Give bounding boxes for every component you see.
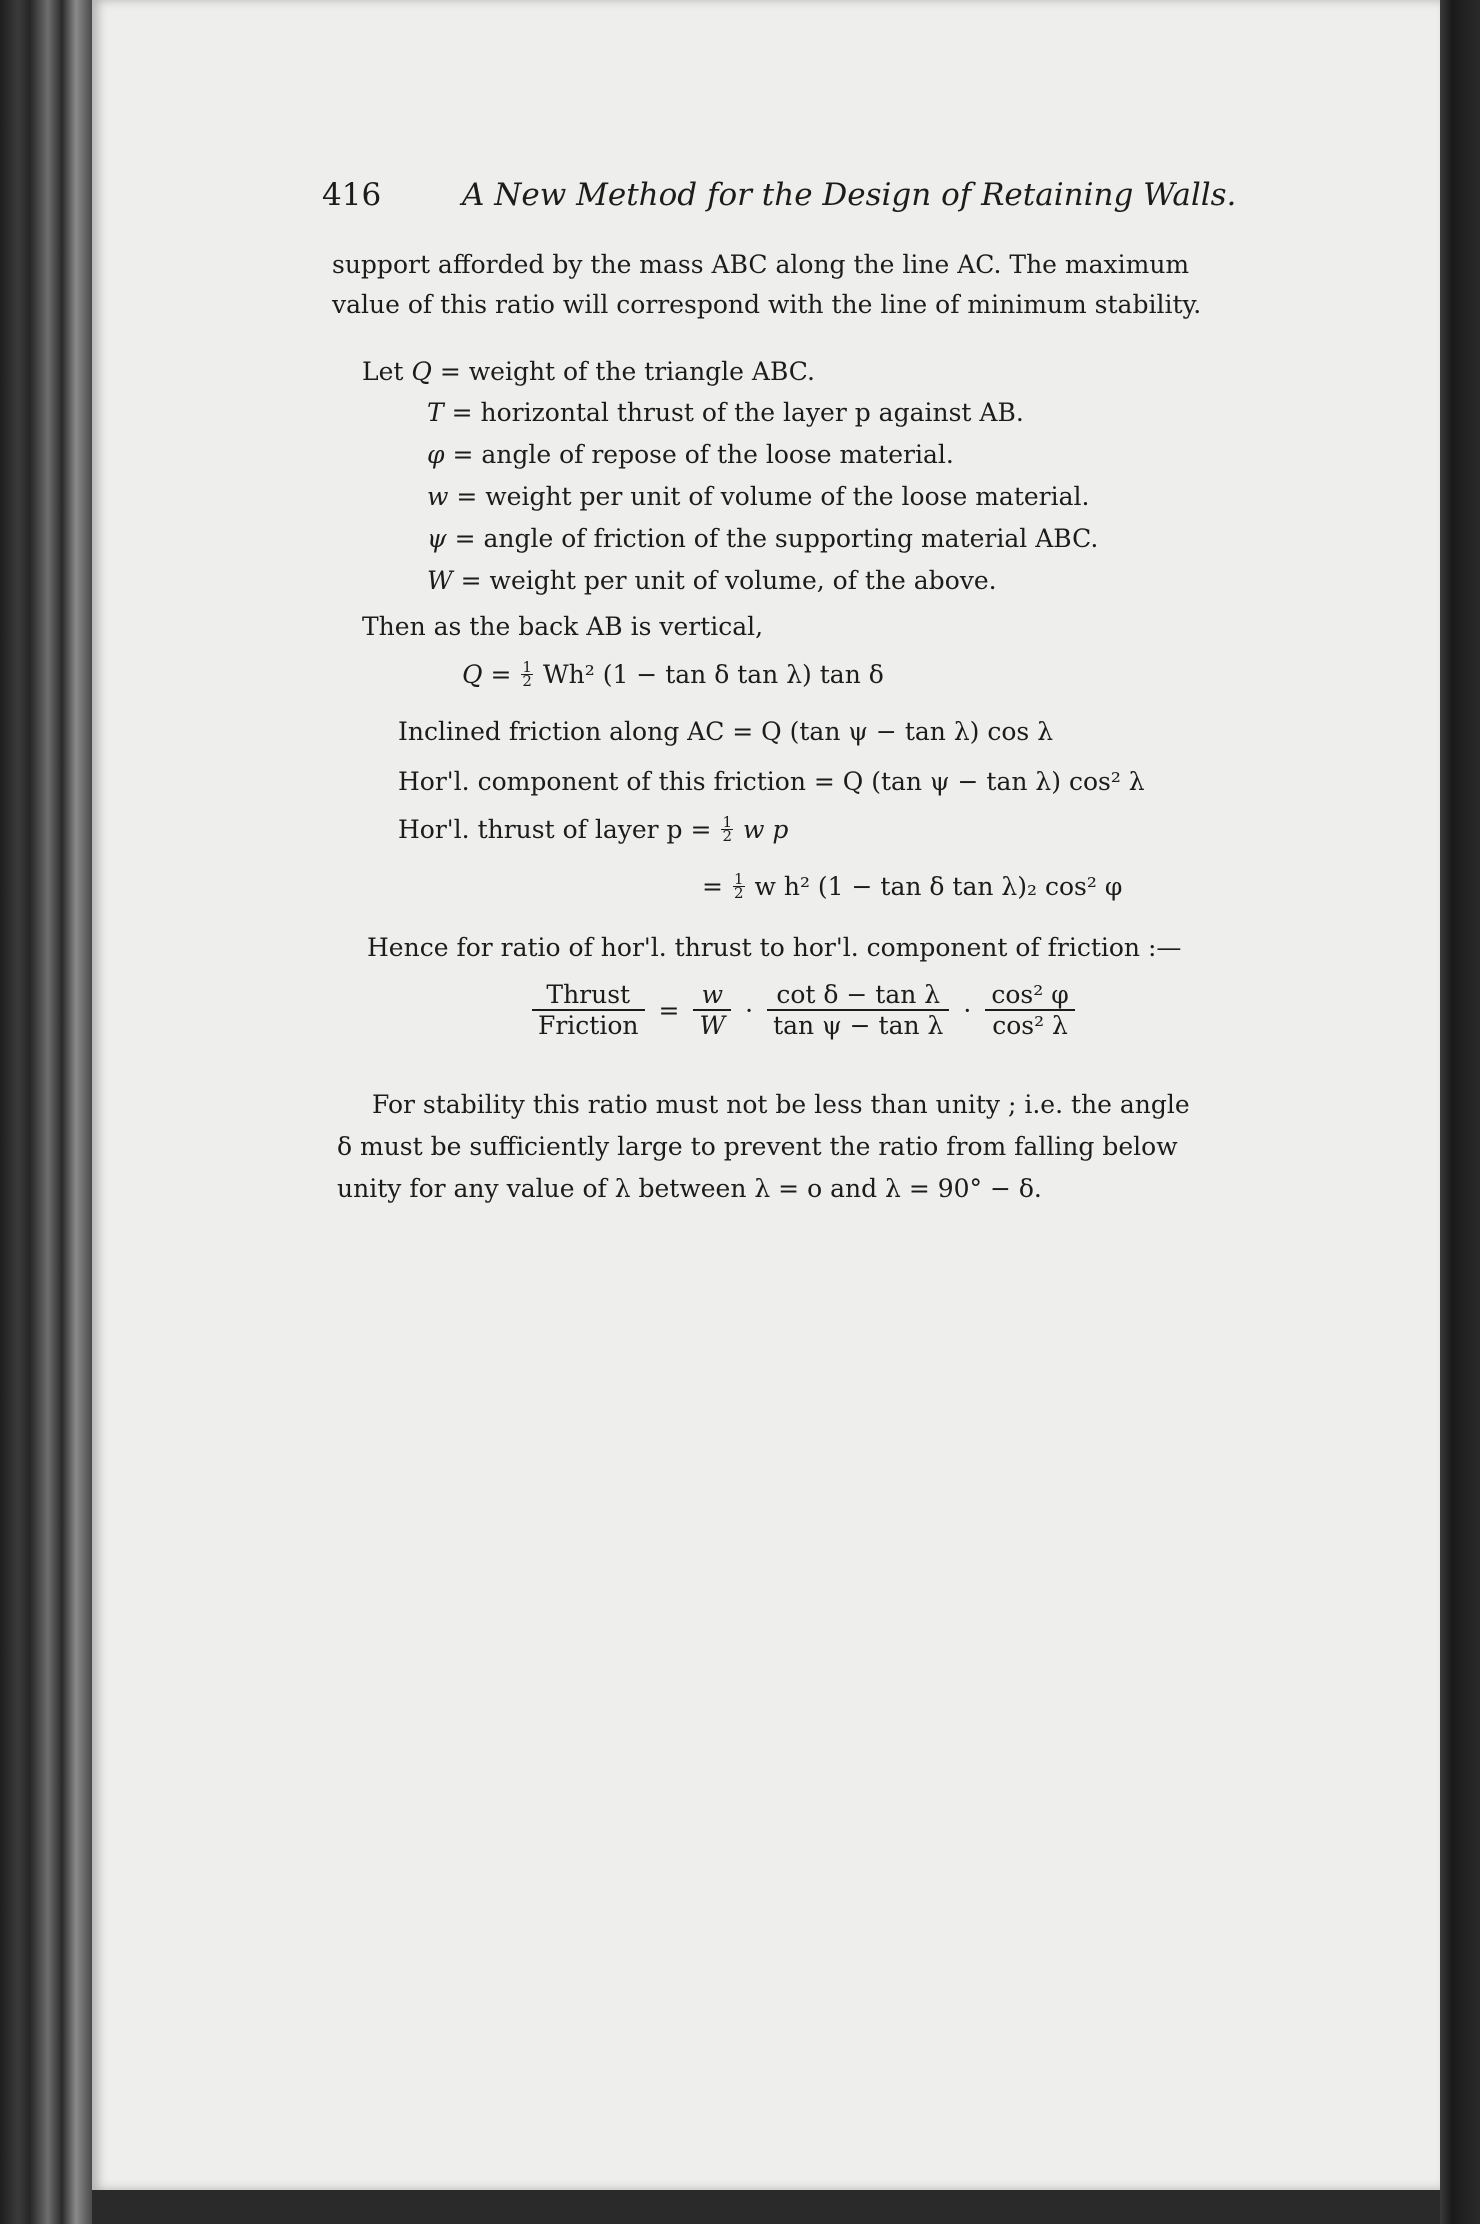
eq-prefix: = (702, 872, 723, 901)
half-fraction (521, 658, 533, 690)
let-word: Let (362, 357, 404, 386)
conclusion-line-3: unity for any value of λ between λ = o and λ = 90° − δ. (337, 1174, 1042, 1203)
multiply-dot: · (745, 995, 754, 1025)
eq-rest: w h² (1 − tan δ tan λ)₂ cos² φ (754, 872, 1123, 901)
definition-row (362, 357, 815, 387)
definition-text: = angle of repose of the loose material. (452, 440, 954, 469)
fraction-denominator: W (699, 1011, 726, 1040)
intro-line-1: support afforded by the mass ABC along the line AC. The maximum (332, 250, 1190, 279)
page-right-edge (1440, 0, 1480, 2224)
definition-row (427, 398, 1024, 428)
eq-rest: w p (743, 815, 789, 844)
definition-text: = horizontal thrust of the layer p against AB. (451, 398, 1024, 427)
fraction-denominator: 2 (722, 827, 732, 845)
ratio-equation (532, 980, 1075, 1040)
fraction-numerator: Thrust (532, 980, 645, 1011)
eq-lhs: Q = (462, 660, 512, 689)
page-number: 416 (322, 177, 382, 213)
hence-line: Hence for ratio of hor'l. thrust to hor'l. component of friction :— (367, 933, 1182, 962)
angle-fraction (767, 980, 949, 1040)
equation-inclined-friction: Inclined friction along AC = Q (tan ψ − tan λ) cos λ (398, 717, 1054, 746)
fraction-denominator: tan ψ − tan λ (773, 1011, 944, 1040)
definition-symbol: T (427, 398, 444, 427)
equals-sign: = (658, 995, 680, 1025)
equation-q (462, 660, 884, 689)
definition-row (427, 524, 1098, 554)
page-bottom-edge (92, 2190, 1440, 2224)
fraction-numerator: cot δ − tan λ (767, 980, 949, 1011)
eq-rest: Wh² (1 − tan δ tan λ) tan δ (542, 660, 884, 689)
equation-hor-thrust (398, 815, 788, 844)
cosine-fraction (985, 980, 1074, 1040)
fraction-denominator: 2 (733, 884, 744, 902)
equation-hor-component: Hor'l. component of this friction = Q (tan ψ − tan λ) cos² λ (398, 767, 1145, 796)
definition-text: = weight of the triangle ABC. (439, 357, 815, 386)
fraction-numerator: cos² φ (985, 980, 1074, 1011)
fraction-numerator: 1 (733, 870, 744, 888)
definition-text: = weight per unit of volume of the loose material. (456, 482, 1090, 511)
half-fraction (721, 813, 733, 845)
definition-symbol: φ (427, 440, 445, 469)
book-spine-edge (0, 0, 92, 2224)
thrust-friction-fraction (532, 980, 645, 1040)
multiply-dot: · (963, 995, 972, 1025)
fraction-numerator: w (693, 980, 731, 1011)
conclusion-line-2: δ must be sufficiently large to prevent the ratio from falling below (337, 1132, 1178, 1161)
definition-symbol: ψ (427, 524, 447, 553)
definition-symbol: w (427, 482, 449, 511)
definition-text: = weight per unit of volume, of the above. (460, 566, 997, 595)
fraction-denominator: cos² λ (992, 1011, 1068, 1040)
fraction-numerator: 1 (722, 813, 732, 831)
fraction-denominator: Friction (538, 1011, 639, 1040)
eq-prefix: Hor'l. thrust of layer p = (398, 815, 712, 844)
fraction-denominator: 2 (522, 672, 532, 690)
definition-symbol: Q (411, 357, 432, 386)
definition-text: = angle of friction of the supporting material ABC. (454, 524, 1099, 553)
definition-symbol: W (427, 566, 453, 595)
then-line: Then as the back AB is vertical, (362, 612, 764, 641)
intro-line-2: value of this ratio will correspond with the line of minimum stability. (332, 290, 1202, 319)
definition-row (427, 482, 1089, 512)
definition-row (427, 440, 954, 470)
weight-fraction (693, 980, 731, 1040)
conclusion-line-1: For stability this ratio must not be less than unity ; i.e. the angle (372, 1090, 1190, 1119)
half-fraction (733, 870, 745, 902)
definition-row (427, 566, 997, 596)
fraction-numerator: 1 (522, 658, 532, 676)
equation-hor-thrust-continued (702, 872, 1122, 901)
running-title: A New Method for the Design of Retaining Walls. (462, 177, 1237, 213)
